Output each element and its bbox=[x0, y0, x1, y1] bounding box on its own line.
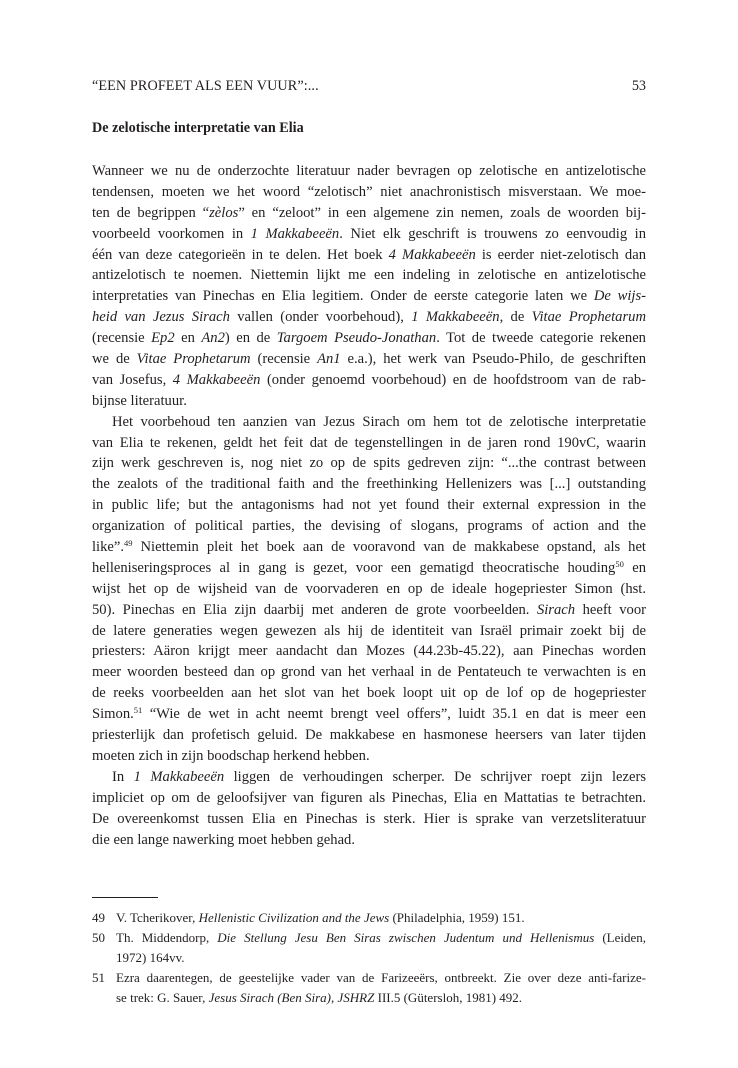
text-run: in public life; but the antagonisms had not yet found their external expression in the bbox=[92, 497, 646, 514]
italic-text: Hellenistic Civilization and the Jews bbox=[198, 910, 390, 925]
text-run: In bbox=[112, 768, 134, 785]
text-run: Het voorbehoud ten aanzien van Jezus Sirach om hem tot de zelotische interpretatie bbox=[112, 413, 646, 430]
italic-text: 1 Makkabeeën bbox=[133, 768, 225, 785]
text-run: V. Tcherikover, bbox=[116, 910, 199, 925]
text-run: . Tot de tweede categorie rekenen bbox=[436, 330, 646, 347]
italic-text: Sirach bbox=[536, 601, 576, 618]
text-line bbox=[92, 621, 646, 642]
text-run: bijnse literatuur. bbox=[92, 392, 187, 409]
text-run: e.a.), het werk van Pseudo-Philo, de geschriften bbox=[340, 351, 646, 368]
text-run: se trek: G. Sauer, bbox=[116, 990, 209, 1005]
text-run: III.5 (Gütersloh, 1981) 492. bbox=[374, 990, 523, 1005]
text-run: vallen (onder voorbehoud), bbox=[229, 309, 412, 326]
italic-text: 1 Makkabeeën bbox=[250, 225, 340, 242]
text-line bbox=[92, 286, 646, 307]
footnote-divider bbox=[92, 897, 158, 898]
text-run: , bbox=[331, 990, 338, 1005]
text-run: interpretaties van Pinechas en Elia legitiem. Onder de eerste categorie laten we bbox=[92, 288, 594, 305]
text-run: wijst het op de wijsheid van de voorvaderen en op de ideale hogepriester Simon (hst. bbox=[92, 580, 646, 597]
italic-text: zèlos bbox=[209, 204, 239, 221]
text-run: 1972) 164vv. bbox=[116, 950, 185, 965]
text-run: ten de begrippen “ bbox=[92, 204, 210, 221]
body-text bbox=[92, 161, 646, 850]
footnote-line bbox=[116, 908, 646, 928]
text-line bbox=[92, 558, 646, 579]
text-line bbox=[92, 830, 646, 851]
text-run: Niettemin pleit het boek aan de vooravond van de makkabese opstand, als het bbox=[132, 539, 646, 556]
italic-text: Vitae Prophetarum bbox=[136, 351, 251, 368]
italic-text: heid van Jezus Sirach bbox=[92, 309, 230, 326]
text-run: 50). Pinechas en Elia zijn daarbij met anderen de grote voorbeelden. bbox=[92, 601, 537, 618]
italic-text: Vitae Prophetarum bbox=[531, 309, 646, 326]
text-run: (Leiden, bbox=[594, 930, 647, 945]
footnote bbox=[92, 928, 646, 968]
text-line bbox=[92, 683, 646, 704]
footnote-number: 50 bbox=[92, 930, 105, 945]
italic-text: An2 bbox=[201, 330, 225, 347]
italic-text: JSHRZ bbox=[337, 990, 375, 1005]
text-run: Simon. bbox=[92, 706, 134, 723]
text-run: Th. Middendorp, bbox=[116, 930, 218, 945]
text-run: voorbeeld voorkomen in bbox=[92, 225, 251, 242]
text-run: ” en “zeloot” in een algemene zin nemen, zoals de woorden bij- bbox=[238, 204, 646, 221]
text-run: ) en de bbox=[224, 330, 277, 347]
italic-text: Die Stellung Jesu Ben Siras zwischen Judentum und Hellenismus bbox=[217, 930, 595, 945]
text-line bbox=[92, 788, 646, 809]
text-line bbox=[92, 203, 646, 224]
italic-text: 1 Makkabeeën bbox=[411, 309, 500, 326]
text-line bbox=[92, 328, 646, 349]
text-run: De overeenkomst tussen Elia en Pinechas is sterk. Hier is sprake van verzetsliteratuur bbox=[92, 810, 646, 827]
text-run: the zealots of the traditional faith and the freethinking Hellenizers was [...] outstanding bbox=[92, 476, 646, 493]
text-run: moeten zich in zijn boodschap herkend hebben. bbox=[92, 747, 370, 764]
footnote-reference: 50 bbox=[615, 558, 624, 569]
italic-text: 4 Makkabeeën bbox=[172, 371, 261, 388]
text-line bbox=[92, 495, 646, 516]
text-run: . Niet elk geschrift is trouwens zo eenvoudig in bbox=[339, 225, 646, 242]
footnote-number: 49 bbox=[92, 910, 105, 925]
text-run: we de bbox=[92, 351, 137, 368]
text-line bbox=[92, 767, 646, 788]
text-line bbox=[92, 224, 646, 245]
text-run: like”. bbox=[92, 539, 125, 556]
text-line bbox=[92, 809, 646, 830]
footnotes bbox=[92, 908, 646, 1008]
section-title: De zelotische interpretatie van Elia bbox=[92, 120, 304, 136]
text-line bbox=[92, 474, 646, 495]
footnote-line bbox=[116, 948, 646, 968]
text-run: , de bbox=[499, 309, 532, 326]
paragraph bbox=[92, 412, 646, 767]
text-run: zijn werk geschreven is, nog niet zo op de spits gedreven zijn: “...the contrast between bbox=[92, 455, 646, 472]
footnote-line bbox=[116, 928, 646, 948]
text-run: meer woorden besteed dan op grond van het verhaal in de Pentateuch te verwachten is en bbox=[92, 664, 646, 681]
text-line bbox=[92, 453, 646, 474]
italic-text: Jesus Sirach (Ben Sira) bbox=[208, 990, 332, 1005]
text-line bbox=[92, 161, 646, 182]
footnote-number: 51 bbox=[92, 970, 105, 985]
text-line bbox=[92, 579, 646, 600]
text-run: impliciet op om de geloofsijver van figuren als Pinechas, Elia en Mattatias te betrachten. bbox=[92, 789, 646, 806]
text-run: die een lange nawerking moet hebben gehad. bbox=[92, 831, 355, 848]
text-run: priesters: Aäron krijgt meer aandacht dan Mozes (44.23b-45.22), aan Pinechas worden bbox=[92, 643, 646, 660]
footnote bbox=[92, 968, 646, 1008]
text-run: Wanneer we nu de onderzochte literatuur nader bevragen op zelotische en antizelotische bbox=[92, 163, 646, 179]
text-line bbox=[92, 265, 646, 286]
text-line bbox=[92, 600, 646, 621]
text-line bbox=[92, 537, 646, 558]
text-run: organization of political parties, the devising of slogans, programs of action and the bbox=[92, 518, 646, 535]
text-run: Ezra daarentegen, de geestelijke vader van de Farizeeërs, ontbreekt. Zie over deze anti-farize- bbox=[116, 970, 646, 985]
text-line bbox=[92, 349, 646, 370]
text-line bbox=[92, 412, 646, 433]
page-number: 53 bbox=[631, 78, 646, 94]
text-run: van Josefus, bbox=[92, 371, 173, 388]
text-line bbox=[92, 307, 646, 328]
text-run: liggen de verhoudingen scherper. De schrijver roept zijn lezers bbox=[224, 768, 646, 785]
text-run: van Elia te rekenen, geldt het feit dat de tegenstellingen in de jaren rond 190vC, waarin bbox=[92, 434, 646, 451]
text-run: de latere generaties wegen gewezen als hij de identiteit van Israël primair zoekt bij de bbox=[92, 622, 646, 639]
italic-text: An1 bbox=[317, 351, 341, 368]
text-line bbox=[92, 746, 646, 767]
text-run: priesterlijk dan profetisch geluid. De makkabese en hasmonese heersers van later tijden bbox=[92, 727, 646, 744]
text-run: (Philadelphia, 1959) 151. bbox=[389, 910, 525, 925]
text-run: antizelotisch te noemen. Niettemin lijkt me een indeling in zelotische en antizelotische bbox=[92, 267, 646, 284]
text-run: helleniseringsproces al in gang is gezet, voor een gematigd theocratische houding bbox=[92, 559, 616, 576]
text-line bbox=[92, 641, 646, 662]
paragraph bbox=[92, 161, 646, 412]
text-run: de reeks voorbeelden aan het slot van het boek loopt uit op de lof op de hogepriester bbox=[92, 685, 646, 702]
running-header bbox=[92, 78, 646, 98]
text-line bbox=[92, 704, 646, 725]
footnote-line bbox=[116, 968, 646, 988]
running-title: “EEN PROFEET ALS EEN VUUR”:... bbox=[92, 78, 319, 94]
italic-text: De wijs- bbox=[593, 288, 646, 305]
text-line bbox=[92, 433, 646, 454]
text-run: heeft voor bbox=[575, 601, 646, 618]
text-line bbox=[92, 516, 646, 537]
text-run: “Wie de wet in acht neemt brengt veel offers”, luidt 35.1 en dat is meer een bbox=[142, 706, 646, 723]
book-page bbox=[92, 0, 646, 1068]
footnote-reference: 51 bbox=[133, 705, 143, 716]
text-run: is eerder niet-zelotisch dan bbox=[475, 246, 646, 263]
text-run: en bbox=[623, 559, 646, 576]
text-line bbox=[92, 662, 646, 683]
text-run: (onder genoemd voorbehoud) en de hoofdstroom van de rab- bbox=[260, 371, 646, 388]
italic-text: Targoem Pseudo-Jonathan bbox=[276, 330, 437, 347]
text-run: en bbox=[174, 330, 202, 347]
paragraph bbox=[92, 767, 646, 851]
text-line bbox=[92, 245, 646, 266]
italic-text: 4 Makkabeeën bbox=[388, 246, 476, 263]
text-line bbox=[92, 725, 646, 746]
footnote-line bbox=[116, 988, 646, 1008]
text-line bbox=[92, 370, 646, 391]
text-run: één van deze categorieën in te delen. Het boek bbox=[92, 246, 389, 263]
text-line bbox=[92, 391, 646, 412]
text-run: (recensie bbox=[92, 330, 152, 347]
text-line bbox=[92, 182, 646, 203]
italic-text: Ep2 bbox=[151, 330, 175, 347]
text-run: (recensie bbox=[250, 351, 318, 368]
footnote-reference: 49 bbox=[124, 538, 133, 549]
footnote bbox=[92, 908, 646, 928]
text-run: tendensen, moeten we het woord “zelotisch” niet anachronistisch misverstaan. We moe- bbox=[92, 183, 646, 200]
